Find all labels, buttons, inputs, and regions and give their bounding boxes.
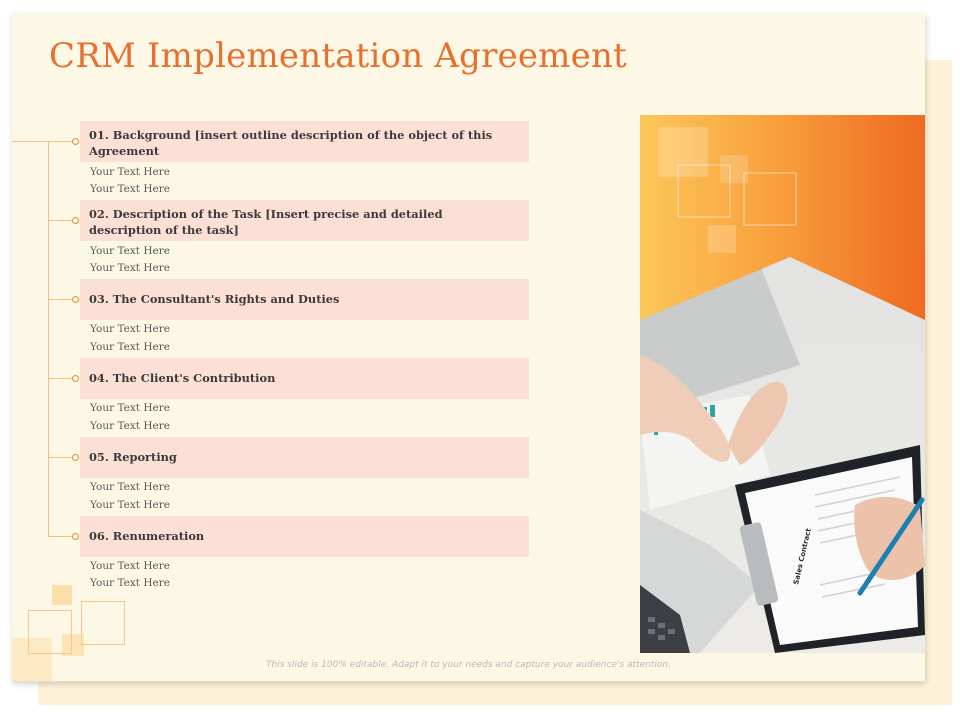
decorative-square-outline xyxy=(81,601,125,645)
section-text: Your Text Here xyxy=(90,166,170,178)
section-title: 01. Background [insert outline description of the object of this Agreement xyxy=(89,128,493,158)
section-bar-renumeration[interactable] xyxy=(80,516,529,557)
section-text: Your Text Here xyxy=(90,323,170,335)
section-text: Your Text Here xyxy=(90,183,170,195)
section-bar-reporting[interactable] xyxy=(80,437,529,478)
timeline-dot xyxy=(72,454,79,461)
timeline-line xyxy=(48,142,49,537)
section-text: Your Text Here xyxy=(90,499,170,511)
section-title: 02. Description of the Task [Insert precise and detailed description of the task] xyxy=(89,207,443,237)
slide xyxy=(12,14,925,682)
connector xyxy=(48,220,74,221)
timeline-dot xyxy=(72,533,79,540)
section-text: Your Text Here xyxy=(90,341,170,353)
section-text: Your Text Here xyxy=(90,577,170,589)
section-text: Your Text Here xyxy=(90,481,170,493)
connector xyxy=(48,299,74,300)
section-text: Your Text Here xyxy=(90,402,170,414)
photo-panel xyxy=(640,115,925,653)
slide-title: CRM Implementation Agreement xyxy=(49,36,627,76)
section-title: 06. Renumeration xyxy=(89,529,205,543)
connector xyxy=(48,378,74,379)
contract-signing-photo xyxy=(640,115,925,653)
footer-note: This slide is 100% editable. Adapt it to your needs and capture your audience's attention. xyxy=(266,660,671,670)
connector xyxy=(48,536,74,537)
decorative-square xyxy=(52,585,72,605)
timeline-dot xyxy=(72,217,79,224)
section-bar-task[interactable] xyxy=(80,200,529,241)
section-text: Your Text Here xyxy=(90,420,170,432)
section-text: Your Text Here xyxy=(90,245,170,257)
section-text: Your Text Here xyxy=(90,560,170,572)
footer-divider xyxy=(12,681,925,682)
timeline-dot xyxy=(72,138,79,145)
connector xyxy=(48,457,74,458)
contract-label: Sales Contract xyxy=(792,527,813,586)
decorative-square-outline xyxy=(28,610,72,654)
section-title: 04. The Client's Contribution xyxy=(89,371,276,385)
section-bar-contribution[interactable] xyxy=(80,358,529,399)
section-title: 03. The Consultant's Rights and Duties xyxy=(89,292,340,306)
section-text: Your Text Here xyxy=(90,262,170,274)
connector xyxy=(48,141,74,142)
section-bar-rights[interactable] xyxy=(80,279,529,320)
section-bar-background[interactable] xyxy=(80,121,529,162)
timeline-dot xyxy=(72,296,79,303)
timeline-dot xyxy=(72,375,79,382)
timeline-stub xyxy=(12,141,48,142)
section-title: 05. Reporting xyxy=(89,450,177,464)
